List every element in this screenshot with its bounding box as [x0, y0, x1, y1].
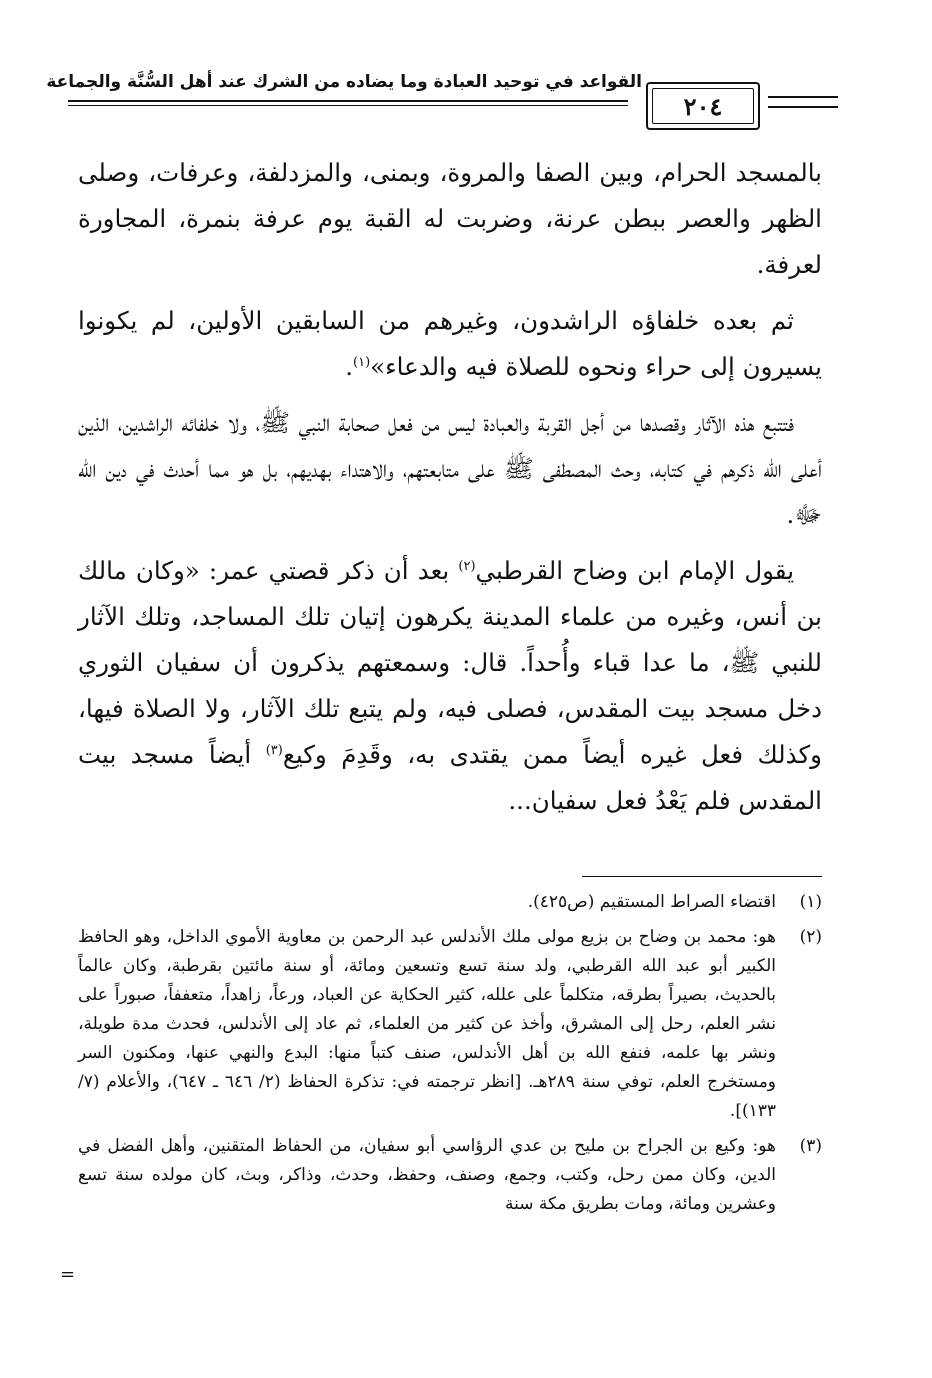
paragraph-text: بعد أن ذكر قصتي عمر: «وكان مالك بن أنس، وغيره من علماء المدينة يكرهون إتيان تلك المساجد، وتلك الآثار للنبي ﷺ، ما عدا قباء وأُحداً. قال: وسمعتهم يذكرون أن سفيان الثوري دخل مسجد بيت المقدس، فصلى فيه، ولم يتبع تلك الآثار، ولا الصلاة فيها، وكذلك فعل غيره أيضاً ممن يقتدى به، وقَدِمَ وكيع [78, 556, 822, 769]
footnote [78, 1132, 822, 1219]
footnote-ref: (١) [353, 354, 371, 370]
paragraph [78, 298, 822, 390]
paragraph-text: أيضاً مسجد بيت المقدس فلم يَعْدُ فعل سفيان... [78, 740, 822, 815]
footnote [78, 888, 822, 917]
paragraph [78, 548, 822, 824]
page-number: ٢٠٤ [646, 82, 760, 130]
footnote-text: هو: وكيع بن الجراح بن مليح بن عدي الرؤاسي أبو سفيان، من الحفاظ المتقنين، وأهل الفضل في الدين، وكان ممن رحل، وكتب، وجمع، وصنف، وحفظ، وحدث، وذاكر، وبث، كان مولده سنة تسع وعشرين ومائة، ومات بطريق مكة سنة [78, 1136, 776, 1214]
page-header [46, 62, 838, 132]
header-rule [68, 100, 628, 106]
running-title: القواعد في توحيد العبادة وما يضاده من الشرك عند أهل السُّنَّة والجماعة [46, 72, 642, 92]
footnote-text: اقتضاء الصراط المستقيم (ص٤٢٥). [527, 892, 776, 912]
footnote-number: (١) [799, 892, 822, 912]
footnote-separator [582, 876, 822, 877]
paragraph-end: . [345, 352, 353, 381]
continuation-mark: = [60, 1264, 76, 1285]
paragraph-text: ثم بعده خلفاؤه الراشدون، وغيرهم من السابقين الأولين، لم يكونوا يسيرون إلى حراء ونحوه للصلاة فيه والدعاء» [78, 306, 822, 381]
header-ornament [768, 96, 838, 108]
paragraph: بالمسجد الحرام، وبين الصفا والمروة، وبمنى، والمزدلفة، وعرفات، وصلى الظهر والعصر ببطن عرنة، وضربت له القبة يوم عرفة بنمرة، المجاورة لعرفة. [78, 158, 822, 279]
footnote-number: (٢) [799, 927, 822, 947]
footnote [78, 923, 822, 1126]
paragraph: فتتبع هذه الآثار وقصدها من أجل القربة والعبادة ليس من فعل صحابة النبي ﷺ، ولا خلفائه الراشدين، الذين أعلى الله ذكرهم في كتابه، وحث المصطفى ﷺ على متابعتهم، والاهتداء بهديهم، بل هو مما أحدث في دين الله ﷻ. [78, 408, 822, 529]
paragraph-text: يقول الإمام ابن وضاح القرطبي [475, 556, 795, 585]
footnote-text: هو: محمد بن وضاح بن بزيع مولى ملك الأندلس عبد الرحمن بن معاوية الأموي الداخل، وهو الحافظ الكبير أبو عبد الله القرطبي، ولد سنة تسع وتسعين ومائة، أو سنة مائتين بقرطبة، وكان عالماً بالحديث، بصيراً بطرقه، متكلماً على علله، كثير الحكاية عن العباد، ورعاً، زاهداً، متعففاً، صبوراً على نشر العلم، رحل إلى المشرق، وأخذ عن كثير من العلماء، ثم عاد إلى الأندلس، فحدث مدة طويلة، ونشر بها علمه، فنفع الله بن أهل الأندلس، صنف كتباً منها: البدع والنهي عنها، ومكنون السر ومستخرج العلم، توفي سنة ٢٨٩هـ. [انظر ترجمته في: تذكرة الحفاظ (٢/ ٦٤٦ ـ ٦٤٧)، والأعلام (٧/ ١٣٣)]. [78, 927, 777, 1121]
footnote-ref: (٢) [458, 558, 476, 574]
footnote-number: (٣) [799, 1136, 822, 1156]
main-text [78, 150, 822, 834]
footnotes [78, 888, 822, 1225]
footnote-ref: (٣) [265, 742, 283, 758]
